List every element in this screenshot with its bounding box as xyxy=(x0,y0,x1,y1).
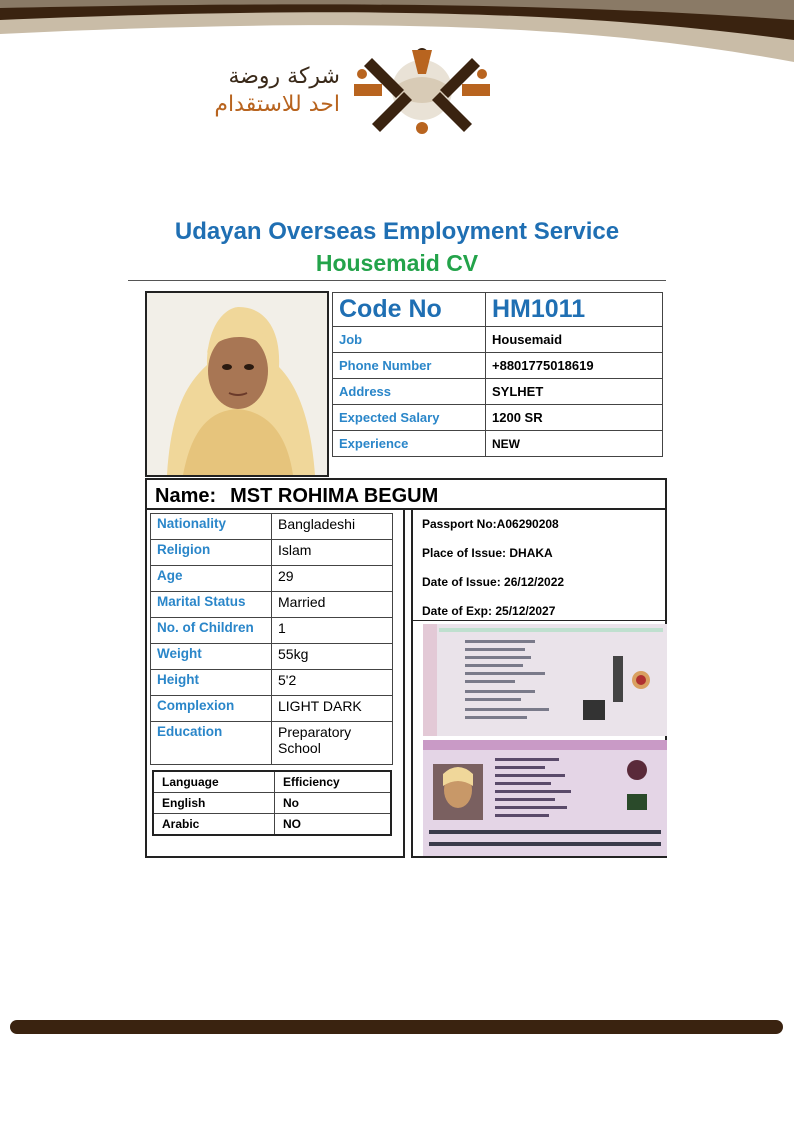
info-value: 1200 SR xyxy=(486,405,663,431)
table-row xyxy=(153,814,391,836)
detail-label: Age xyxy=(151,566,272,592)
info-row-phone xyxy=(333,353,663,379)
name-label: Name: xyxy=(155,485,217,507)
table-row xyxy=(151,566,393,592)
info-value: +8801775018619 xyxy=(486,353,663,379)
passport-place-of-issue: Place of Issue: DHAKA xyxy=(422,546,553,560)
detail-label: No. of Children xyxy=(151,618,272,644)
detail-label: Nationality xyxy=(151,514,272,540)
code-row xyxy=(333,293,663,327)
language-name: English xyxy=(153,793,275,814)
language-table xyxy=(152,770,392,836)
detail-label: Religion xyxy=(151,540,272,566)
info-label: Phone Number xyxy=(333,353,486,379)
title-divider xyxy=(128,280,666,281)
candidate-photo xyxy=(145,291,329,477)
table-row xyxy=(151,540,393,566)
info-value: SYLHET xyxy=(486,379,663,405)
agency-title: Udayan Overseas Employment Service xyxy=(174,218,620,245)
table-row xyxy=(151,722,393,765)
code-label: Code No xyxy=(333,293,486,327)
table-row xyxy=(151,592,393,618)
language-header: Language xyxy=(153,771,275,793)
company-logo xyxy=(190,44,500,140)
language-efficiency: No xyxy=(275,793,392,814)
info-row-experience xyxy=(333,431,663,457)
candidate-name-row xyxy=(145,478,667,510)
detail-value: LIGHT DARK xyxy=(272,696,393,722)
passport-divider xyxy=(413,620,665,621)
person-photo-icon xyxy=(147,293,327,475)
language-efficiency: NO xyxy=(275,814,392,836)
table-row xyxy=(151,696,393,722)
passport-panel xyxy=(411,508,667,858)
table-row xyxy=(151,670,393,696)
info-label: Experience xyxy=(333,431,486,457)
language-name: Arabic xyxy=(153,814,275,836)
detail-value: Preparatory School xyxy=(272,722,393,765)
info-label: Expected Salary xyxy=(333,405,486,431)
detail-value: Islam xyxy=(272,540,393,566)
detail-value: Married xyxy=(272,592,393,618)
document-title: Housemaid CV xyxy=(315,250,479,276)
table-row xyxy=(151,644,393,670)
logo-text-line2: احد للاستقدام xyxy=(214,92,340,117)
detail-value: 29 xyxy=(272,566,393,592)
detail-label: Height xyxy=(151,670,272,696)
info-value: NEW xyxy=(486,431,663,457)
detail-label: Marital Status xyxy=(151,592,272,618)
language-header-row xyxy=(153,771,391,793)
logo-text-line1: شركة روضة xyxy=(228,64,340,89)
passport-issue-date: Date of Issue: 26/12/2022 xyxy=(422,575,565,589)
code-value: HM1011 xyxy=(486,293,663,327)
personal-details-table xyxy=(150,513,393,765)
table-row xyxy=(151,514,393,540)
detail-label: Education xyxy=(151,722,272,765)
footer-bar xyxy=(10,1020,783,1034)
detail-label: Weight xyxy=(151,644,272,670)
info-row-salary xyxy=(333,405,663,431)
info-value: Housemaid xyxy=(486,327,663,353)
candidate-name: MST ROHIMA BEGUM xyxy=(230,485,439,507)
detail-value: 55kg xyxy=(272,644,393,670)
info-label: Job xyxy=(333,327,486,353)
table-row xyxy=(153,793,391,814)
table-row xyxy=(151,618,393,644)
personal-details-panel xyxy=(145,508,405,858)
passport-number: Passport No:A06290208 xyxy=(422,517,559,531)
info-row-address xyxy=(333,379,663,405)
job-info-table xyxy=(332,292,663,457)
logo-emblem-icon xyxy=(352,44,492,138)
passport-scan-image xyxy=(423,624,667,856)
efficiency-header: Efficiency xyxy=(275,771,392,793)
detail-value: 1 xyxy=(272,618,393,644)
detail-label: Complexion xyxy=(151,696,272,722)
info-label: Address xyxy=(333,379,486,405)
info-row-job xyxy=(333,327,663,353)
passport-expiry-date: Date of Exp: 25/12/2027 xyxy=(422,604,556,618)
detail-value: Bangladeshi xyxy=(272,514,393,540)
detail-value: 5'2 xyxy=(272,670,393,696)
